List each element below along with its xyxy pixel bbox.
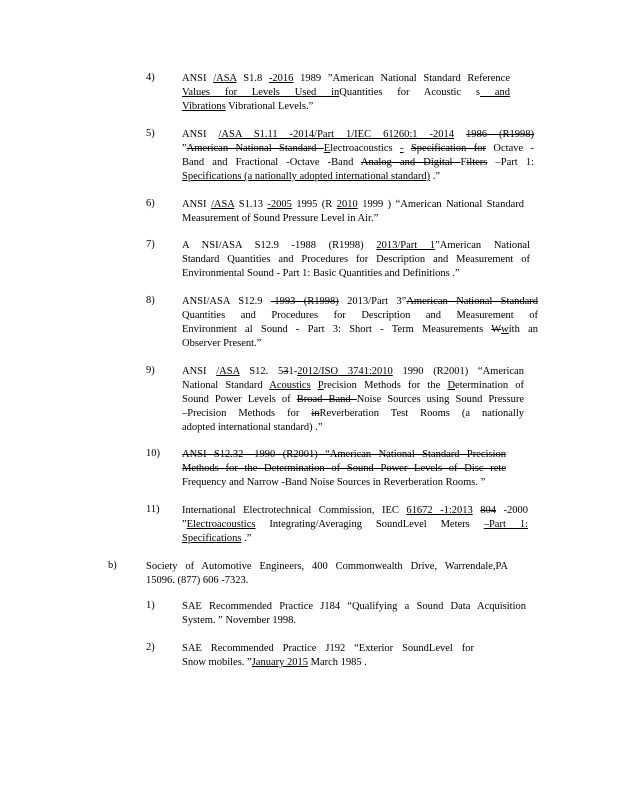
inserted-text: -2016 [268,73,294,84]
entry-line [182,142,534,156]
inserted-text: w [501,324,509,335]
entry-line [182,504,528,518]
text-run: Frequency and Narrow -Band Noise Sources in Reverberation Rooms. ” [182,477,486,488]
struck-text: 804 [480,505,497,516]
struck-text: American National Standard [186,143,324,154]
text-run: ” [182,519,187,530]
text-run: ANSI [182,199,211,210]
text-run: adopted international standard) .” [182,422,323,433]
text-run [454,129,466,140]
text-run: Measurement of Sound Pressure Level in Air.” [182,213,379,224]
entry-line [182,128,534,142]
entry-number: 1) [146,600,155,611]
entry-line [146,560,508,574]
text-run: ” [182,143,187,154]
inserted-text: –Part 1: [483,519,528,530]
inserted-text: 61672 -1:2013 [406,505,473,516]
struck-text: Specification for [410,143,486,154]
text-run: .” [241,533,252,544]
text-run: 15096. (877) 606 -7323. [146,575,249,586]
text-run: -2000 [496,505,528,516]
inserted-text: 2012/ISO 3741:2010 [297,366,393,377]
entry-line [182,309,538,323]
text-run: Quantities and Procedures for Description and Measurement of [182,310,538,321]
text-run: SAE Recommended Practice J184 “Qualifying a Sound Data Acquisition [182,601,526,612]
text-run: ANSI [182,73,214,84]
text-run: recision Methods for the [323,380,448,391]
struck-text: W [491,324,502,335]
text-run: Band and Fractional -Octave -Band [182,157,361,168]
text-run: lectroacoustics [330,143,401,154]
entry-line [182,407,524,421]
entry-text [182,295,538,351]
struck-text: Methods for the Determination of Sound Power Levels of Disc rete [182,463,506,474]
entry-number: 8) [146,295,155,306]
entry-text [182,72,510,114]
inserted-text: P [317,380,324,391]
entry-line [182,72,510,86]
entry-line [182,642,474,656]
inserted-text: Specifications [182,533,242,544]
struck-text: Broad Band [296,394,357,405]
entry-number: 9) [146,365,155,376]
entry-number: 4) [146,72,155,83]
inserted-text: and [480,87,510,98]
entry-text [182,128,534,184]
text-run: National Standard [182,380,270,391]
text-run: Standard Quantities and Procedures for Description and Measurement of [182,254,530,265]
inserted-text: /ASA S1.11 -2014/Part 1/IEC 61260:1 -2014 [218,129,454,140]
entry-line [182,365,524,379]
inserted-text: Electroacoustics [186,519,256,530]
struck-text: 1986 (R1998) [465,129,534,140]
struck-text: 3 [283,366,289,377]
inserted-text: Specifications (a nationally adopted international standard) [182,171,431,182]
entry-line [182,393,524,407]
text-run: ”American National [435,240,530,251]
text-run: 2013/Part 3” [338,296,407,307]
entry-number: 7) [146,239,155,250]
inserted-text: 2010 [336,199,358,210]
text-run: March 1985 . [308,657,367,668]
inserted-text: D [447,380,456,391]
text-run: Octave - [486,143,535,154]
text-run: Vibrational Levels.” [225,101,314,112]
entry-line [182,600,526,614]
inserted-text: Values for Levels Used in [182,87,340,98]
entry-text [182,504,528,546]
text-run: International Electrotechnical Commission, IEC [182,505,407,516]
text-run: S1.8 [236,73,269,84]
text-run: ANSI [182,129,219,140]
entry-line [182,614,526,628]
struck-text: in [311,408,320,419]
text-run [404,143,411,154]
text-run: –Part 1: [487,157,534,168]
text-run: Quantities for Acoustic s [339,87,480,98]
entry-number: 5) [146,128,155,139]
text-run: System. ” November 1998. [182,615,297,626]
entry-text [182,239,530,281]
entry-line [182,518,528,532]
entry-number: 10) [146,448,160,459]
entry-text [182,448,506,490]
text-run: –Precision Methods for [182,408,312,419]
text-run: etermination of [455,380,525,391]
entry-line [182,198,524,212]
struck-text: ANSI S12.32 -1990 (R2001) “American National Standard Precision [182,449,506,460]
text-run: Reverberation Test Rooms (a nationally [319,408,524,419]
entry-line [182,253,530,267]
entry-line [182,421,524,435]
struck-text: ilters [466,157,488,168]
entry-line [182,100,510,114]
entry-line [182,656,474,670]
inserted-text: 2013/Part 1 [376,240,436,251]
struck-text: Analog and Digital [360,157,461,168]
text-run [311,380,318,391]
text-run: ANSI [182,366,217,377]
text-run: 1- [288,366,298,377]
entry-line [182,267,530,281]
inserted-text: -2005 [267,199,292,210]
entry-number: 11) [146,504,160,515]
entry-number: 2) [146,642,155,653]
text-run: ANSI/ASA S12.9 [182,296,271,307]
entry-line [182,170,534,184]
entry-text [182,642,474,670]
entry-line [182,337,538,351]
text-run: 1999 ) “American National Standard [357,199,524,210]
entry-text [182,365,524,435]
struck-text: American National Standard [406,296,539,307]
text-run: SAE Recommended Practice J192 “Exterior SoundLevel for [182,643,474,654]
entry-line [182,156,534,170]
text-run: Society of Automotive Engineers, 400 Commonwealth Drive, Warrendale,PA [146,561,508,572]
inserted-text: Vibrations [182,101,226,112]
text-run: F [460,157,467,168]
inserted-text: /ASA [213,73,237,84]
entry-line [182,448,506,462]
entry-text [146,560,508,588]
text-run: ith an [508,324,538,335]
inserted-text: January 2015 [251,657,308,668]
entry-line [182,212,524,226]
entry-line [182,462,506,476]
text-run: Integrating/Averaging SoundLevel Meters [255,519,484,530]
text-run: 1990 (R2001) “American [392,366,524,377]
text-run: Snow mobiles. ” [182,657,252,668]
text-run: A NSI/ASA S12.9 -1988 (R1998) [182,240,377,251]
text-run: Environment al Sound - Part 3: Short - Term Measurements [182,324,492,335]
inserted-text: - [400,143,404,154]
text-run: Environmental Sound - Part 1: Basic Quantities and Definitions .” [182,268,460,279]
struck-text: -1993 (R1998) [270,296,339,307]
entry-number: 6) [146,198,155,209]
text-run: Sound Power Levels of [182,394,297,405]
text-run: 1995 (R [291,199,337,210]
text-run: .” [430,171,441,182]
text-run: S12. 5 [239,366,284,377]
inserted-text: /ASA [210,199,235,210]
entry-line [182,532,528,546]
entry-line [182,86,510,100]
entry-line [182,239,530,253]
text-run: Observer Present.” [182,338,262,349]
text-run: Noise Sources using Sound Pressure [356,394,524,405]
entry-line [182,323,538,337]
entry-line [182,295,538,309]
inserted-text: E [323,143,331,154]
entry-line [182,379,524,393]
entry-line [146,574,508,588]
text-run: S1.13 [234,199,268,210]
inserted-text: Acoustics [269,380,311,391]
entry-line [182,476,506,490]
entry-text [182,600,526,628]
entry-text [182,198,524,226]
inserted-text: /ASA [216,366,240,377]
entry-number: b) [108,560,117,571]
text-run: 1989 ”American National Standard Reference [293,73,510,84]
